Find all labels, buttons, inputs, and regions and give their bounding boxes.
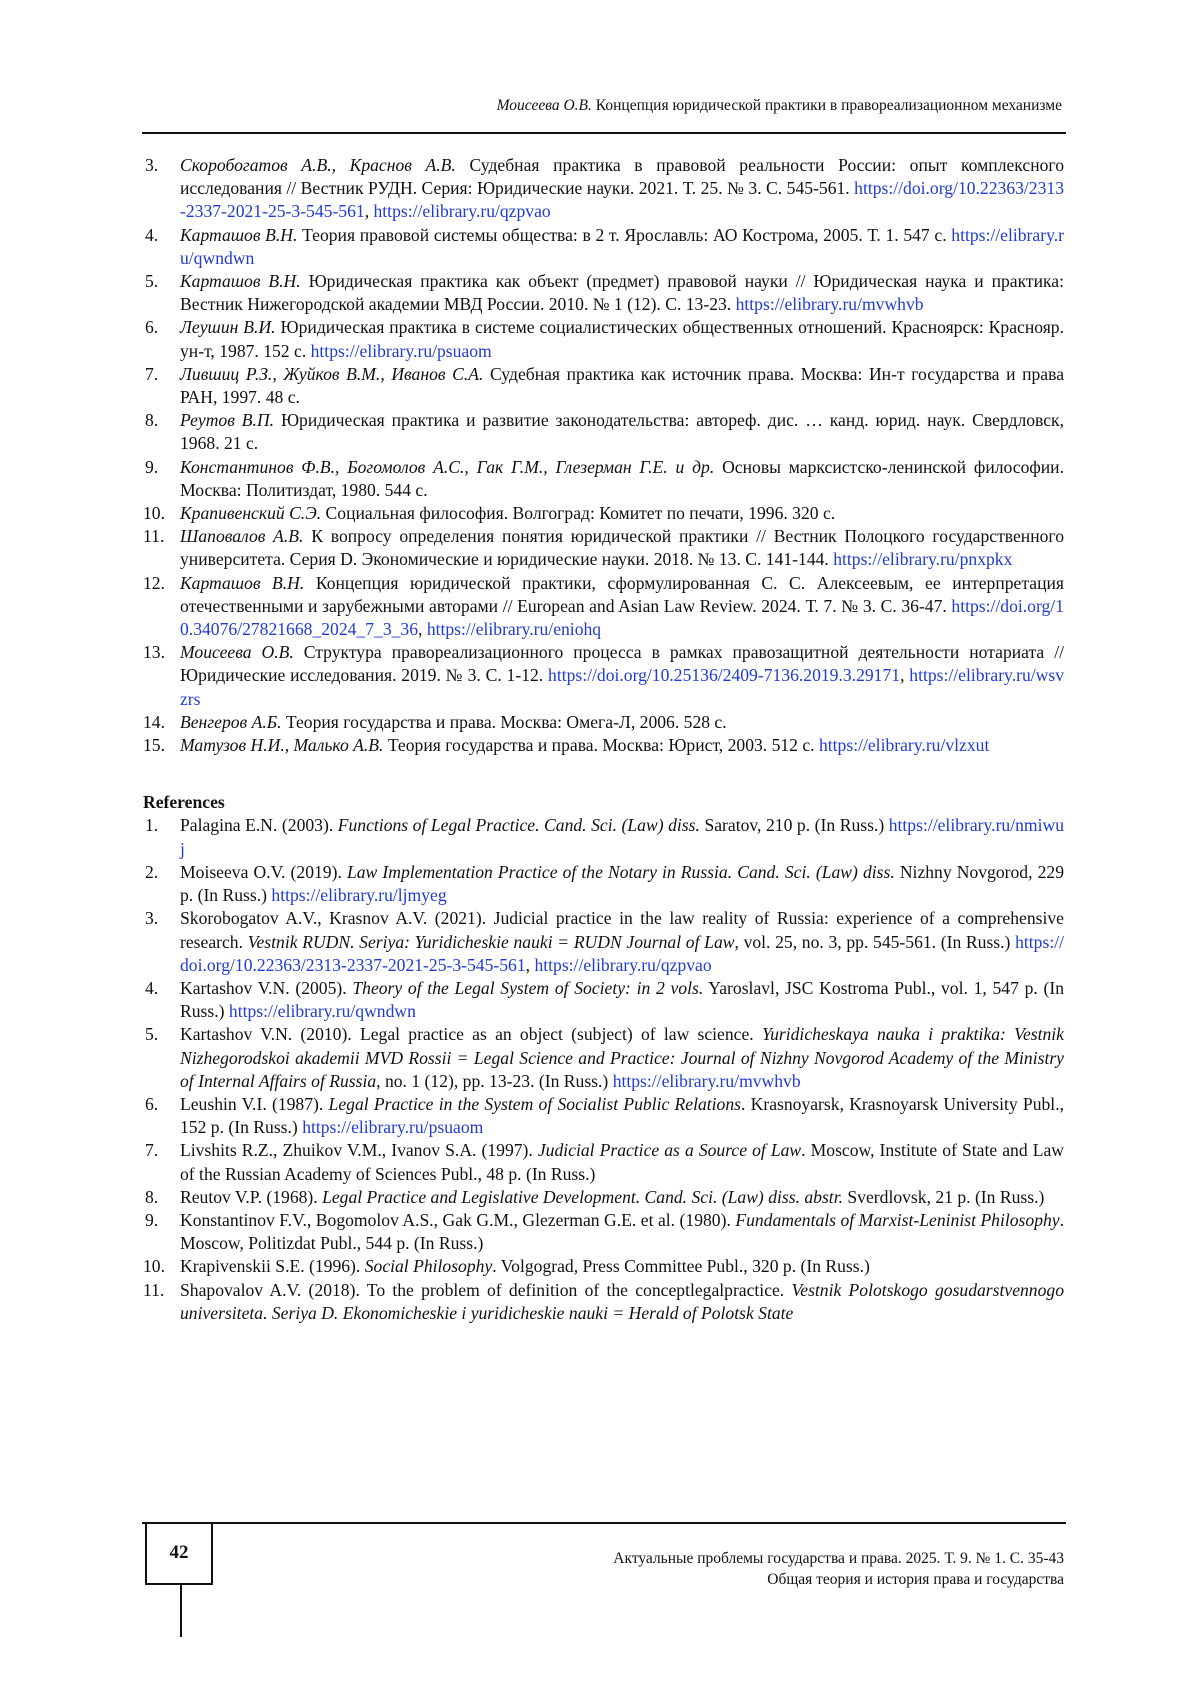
reference-item — [143, 861, 1064, 907]
footer-journal-line: Актуальные проблемы государства и права. 2025. Т. 9. № 1. С. 35-43 — [613, 1550, 1064, 1567]
reference-italic-text: Legal Practice and Legislative Development. Cand. Sci. (Law) diss. abstr. — [322, 1186, 843, 1207]
reference-number: 11. — [143, 526, 165, 547]
reference-link[interactable]: https://doi.org/10.25136/2409-7136.2019.3.29171 — [548, 665, 901, 686]
reference-number: 3. — [145, 908, 159, 929]
reference-number: 1. — [145, 815, 159, 836]
reference-text: Reutov V.P. (1968). — [180, 1186, 323, 1207]
reference-link[interactable]: https://doi.org/10.22363/2313-2337-2021-25-3-545-561 — [180, 931, 1064, 975]
reference-number: 2. — [145, 861, 159, 882]
reference-item — [143, 456, 1064, 502]
reference-italic-text: Леушин В.И. — [180, 317, 276, 338]
reference-item — [143, 1139, 1064, 1185]
reference-item — [143, 1209, 1064, 1255]
footer-rule — [142, 1522, 1066, 1524]
reference-item — [143, 224, 1064, 270]
reference-italic-text: Vestnik RUDN. Seriya: Yuridicheskie nauki = RUDN Journal of Law — [247, 931, 735, 952]
reference-text: Moiseeva O.V. (2019). — [180, 861, 347, 882]
reference-item — [143, 316, 1064, 362]
reference-link[interactable]: https://elibrary.ru/qwndwn — [228, 1001, 416, 1022]
reference-text: Livshits R.Z., Zhuikov V.M., Ivanov S.A. (1997). — [180, 1140, 538, 1161]
reference-italic-text: Social Philosophy — [364, 1256, 493, 1277]
reference-text: Nizhny Novgorod, 229 p. (In Russ.) — [180, 861, 1064, 906]
reference-italic-text: Theory of the Legal System of Society: in 2 vols. — [352, 977, 704, 998]
reference-text: Kartashov V.N. (2010). Legal practice as an object (subject) of law science. — [180, 1024, 762, 1045]
reference-text: Теория государства и права. Москва: Омега-Л, 2006. 528 с. — [281, 711, 727, 732]
reference-item — [143, 1279, 1064, 1325]
reference-link[interactable]: https://elibrary.ru/eniohq — [426, 619, 602, 640]
reference-text: Судебная практика как источник права. Москва: Ин-т государства и права РАН, 1997. 48 с. — [180, 363, 1064, 408]
reference-italic-text: Judicial Practice as a Source of Law — [537, 1140, 802, 1161]
running-header — [497, 97, 1062, 115]
reference-number: 7. — [145, 1140, 159, 1161]
reference-link[interactable]: https://elibrary.ru/pnxpkx — [833, 549, 1013, 570]
reference-item — [143, 154, 1064, 224]
reference-italic-text: Моисеева О.В. — [180, 642, 294, 663]
reference-text: Krapivenskii S.E. (1996). — [180, 1256, 365, 1277]
reference-number: 10. — [143, 503, 165, 524]
running-header-authors: Моисеева О.В. — [496, 97, 592, 114]
reference-number: 9. — [145, 456, 159, 477]
reference-link[interactable]: https://doi.org/10.34076/27821668_2024_7_3_36 — [180, 595, 1064, 640]
reference-link[interactable]: https://elibrary.ru/psuaom — [302, 1117, 484, 1138]
reference-text: , — [364, 201, 374, 222]
reference-number: 6. — [145, 317, 159, 338]
reference-italic-text: Yuridicheskaya nauka i praktika: Vestnik Nizhegorodskoi akademii MVD Rossii = Legal Science and Practice: Journal of Nizhny Novgorod Academy of the Ministry of Internal Affairs of Russia — [180, 1024, 1064, 1091]
reference-italic-text: Карташов В.Н. — [180, 224, 298, 245]
reference-text: Leushin V.I. (1987). — [180, 1093, 329, 1114]
page-number: 42 — [169, 1542, 189, 1563]
reference-link[interactable]: https://elibrary.ru/qzpvao — [373, 201, 551, 222]
reference-italic-text: Карташов В.Н. — [180, 271, 301, 292]
reference-text: . Moscow, Institute of State and Law of the Russian Academy of Sciences Publ., 48 p. (In Russ.) — [180, 1140, 1064, 1184]
reference-item — [143, 734, 1064, 757]
reference-number: 3. — [145, 155, 159, 175]
reference-italic-text: Functions of Legal Practice. Cand. Sci. (Law) diss. — [337, 815, 700, 836]
reference-item — [143, 907, 1064, 977]
reference-text: Sverdlovsk, 21 p. (In Russ.) — [843, 1186, 1045, 1207]
reference-italic-text: Скоробогатов А.В., Краснов А.В. — [180, 155, 456, 175]
reference-text: . Moscow, Politizdat Publ., 544 p. (In Russ.) — [180, 1209, 1065, 1254]
reference-link[interactable]: https://elibrary.ru/wsvzrs — [180, 665, 1065, 709]
reference-number: 11. — [143, 1279, 165, 1300]
reference-number: 14. — [143, 711, 165, 732]
reference-list-russian — [143, 154, 1064, 757]
main-content — [143, 154, 1064, 1325]
reference-number: 12. — [143, 572, 165, 593]
reference-text: Saratov, 210 p. (In Russ.) — [699, 815, 889, 836]
page-number-box — [145, 1523, 213, 1585]
reference-text: Юридическая практика и развитие законодательства: автореф. дис. … канд. юрид. наук. Свердловск, 1968. 21 с. — [180, 410, 1064, 454]
reference-text: К вопросу определения понятия юридической практики // Вестник Полоцкого государственного университета. Серия D. Экономические и юридические науки. 2018. № 13. С. 141-144. — [180, 526, 1064, 570]
reference-italic-text: Vestnik Polotskogo gosudarstvennogo universiteta. Seriya D. Ekonomicheskie i yuridicheskie nauki = Herald of Polotsk State — [180, 1279, 1064, 1323]
reference-text: , — [525, 954, 535, 975]
reference-link[interactable]: https://elibrary.ru/mvwhvb — [735, 294, 924, 315]
reference-number: 8. — [145, 410, 159, 431]
reference-number: 7. — [145, 363, 159, 384]
reference-item — [143, 270, 1064, 316]
reference-number: 4. — [145, 224, 159, 245]
reference-item — [143, 1186, 1064, 1209]
reference-italic-text: Венгеров А.Б. — [180, 711, 282, 732]
reference-text: Теория государства и права. Москва: Юрист, 2003. 512 с. — [383, 735, 819, 756]
reference-item — [143, 641, 1064, 711]
reference-item — [143, 1093, 1064, 1139]
reference-italic-text: Legal Practice in the System of Socialist Public Relations — [328, 1093, 741, 1114]
reference-number: 15. — [143, 735, 165, 756]
reference-number: 10. — [143, 1256, 165, 1277]
reference-text: , — [900, 665, 910, 686]
reference-item — [143, 1023, 1064, 1093]
reference-number: 9. — [145, 1209, 159, 1230]
reference-italic-text: Law Implementation Practice of the Notary in Russia. Cand. Sci. (Law) diss. — [346, 861, 895, 882]
reference-item — [143, 572, 1064, 642]
reference-link[interactable]: https://elibrary.ru/nmiwuj — [180, 815, 1064, 859]
reference-item — [143, 502, 1064, 525]
reference-italic-text: Реутов В.П. — [180, 410, 275, 431]
reference-text: Судебная практика в правовой реальности России: опыт комплексного исследования // Вестник РУДН. Серия: Юридические науки. 2021. Т. 25. № 3. С. 545-561. — [180, 155, 1064, 199]
reference-italic-text: Fundamentals of Marxist-Leninist Philosophy — [735, 1209, 1060, 1230]
reference-italic-text: Крапивенский С.Э. — [180, 503, 322, 524]
reference-link[interactable]: https://elibrary.ru/ljmyeg — [271, 885, 447, 906]
reference-text: . Krasnoyarsk, Krasnoyarsk University Publ., 152 p. (In Russ.) — [180, 1093, 1064, 1138]
reference-list-english — [143, 814, 1064, 1324]
reference-text: Основы марксистско-ленинской философии. Москва: Политиздат, 1980. 544 с. — [180, 456, 1064, 500]
reference-item — [143, 814, 1064, 860]
reference-text: Konstantinov F.V., Bogomolov A.S., Gak G.M., Glezerman G.E. et al. (1980). — [180, 1209, 736, 1230]
reference-link[interactable]: https://elibrary.ru/qwndwn — [180, 224, 1064, 268]
reference-text: Структура правореализационного процесса в рамках правозащитной деятельности нотариата // Юридические исследования. 2019. № 3. С. 1-12. — [180, 642, 1064, 686]
reference-text: , — [418, 619, 427, 640]
reference-text: Юридическая практика как объект (предмет) правовой науки // Юридическая наука и практика: Вестник Нижегородской академии МВД России. 2010. № 1 (12). С. 13-23. — [180, 271, 1064, 315]
reference-number: 6. — [145, 1093, 159, 1114]
reference-item — [143, 525, 1064, 571]
reference-number: 13. — [143, 642, 165, 663]
reference-italic-text: Матузов Н.И., Малько А.В. — [180, 735, 384, 756]
reference-text: Yaroslavl, JSC Kostroma Publ., vol. 1, 547 p. (In Russ.) — [180, 977, 1064, 1022]
reference-link[interactable]: https://doi.org/10.22363/2313-2337-2021-25-3-545-561 — [180, 178, 1064, 222]
reference-item — [143, 409, 1064, 455]
reference-number: 8. — [145, 1186, 159, 1207]
reference-text: , vol. 25, no. 3, pp. 545-561. (In Russ.) — [734, 931, 1016, 952]
page-number-stem — [180, 1585, 182, 1637]
reference-text: Социальная философия. Волгоград: Комитет по печати, 1996. 320 с. — [321, 503, 836, 524]
running-header-title: Концепция юридической практики в правореализационном механизме — [591, 97, 1062, 114]
reference-text: Skorobogatov A.V., Krasnov A.V. (2021). Judicial practice in the law reality of Russia: experience of a comprehensive research. — [180, 908, 1064, 952]
reference-link[interactable]: https://elibrary.ru/qzpvao — [534, 954, 712, 975]
reference-item — [143, 977, 1064, 1023]
reference-italic-text: Лившиц Р.З., Жуйков В.М., Иванов С.А. — [180, 363, 484, 384]
reference-text: Теория правовой системы общества: в 2 т. Ярославль: АО Кострома, 2005. Т. 1. 547 с. — [297, 224, 952, 245]
footer-section-line: Общая теория и история права и государства — [767, 1571, 1064, 1588]
reference-text: Концепция юридической практики, сформулированная С. С. Алексеевым, ее интерпретация отечественными и зарубежными авторами // European and Asian Law Review. 2024. Т. 7. № 3. С. 36-47. — [180, 572, 1064, 616]
reference-link[interactable]: https://elibrary.ru/mvwhvb — [612, 1070, 801, 1091]
reference-italic-text: Шаповалов А.В. — [180, 526, 304, 547]
reference-text: Юридическая практика в системе социалистических общественных отношений. Красноярск: Краснояр. ун-т, 1987. 152 с. — [180, 317, 1064, 361]
reference-italic-text: Константинов Ф.В., Богомолов А.С., Гак Г.М., Глезерман Г.Е. и др. — [180, 456, 715, 477]
reference-link[interactable]: https://elibrary.ru/vlzxut — [818, 735, 990, 756]
reference-text: . Volgograd, Press Committee Publ., 320 p. (In Russ.) — [492, 1256, 870, 1277]
reference-number: 4. — [145, 977, 159, 998]
reference-text: Kartashov V.N. (2005). — [180, 977, 353, 998]
reference-link[interactable]: https://elibrary.ru/psuaom — [310, 340, 492, 361]
header-rule — [142, 132, 1066, 134]
reference-item — [143, 1255, 1064, 1278]
reference-italic-text: Карташов В.Н. — [180, 572, 305, 593]
reference-item — [143, 363, 1064, 409]
footer — [613, 1548, 1064, 1590]
reference-text: , no. 1 (12), pp. 13-23. (In Russ.) — [376, 1070, 613, 1091]
references-heading: References — [143, 792, 225, 813]
reference-number: 5. — [145, 271, 159, 292]
reference-text: Palagina E.N. (2003). — [180, 815, 338, 836]
reference-text: Shapovalov A.V. (2018). To the problem of definition of the conceptlegalpractice. — [180, 1279, 792, 1300]
reference-number: 5. — [145, 1024, 159, 1045]
reference-item — [143, 711, 1064, 734]
